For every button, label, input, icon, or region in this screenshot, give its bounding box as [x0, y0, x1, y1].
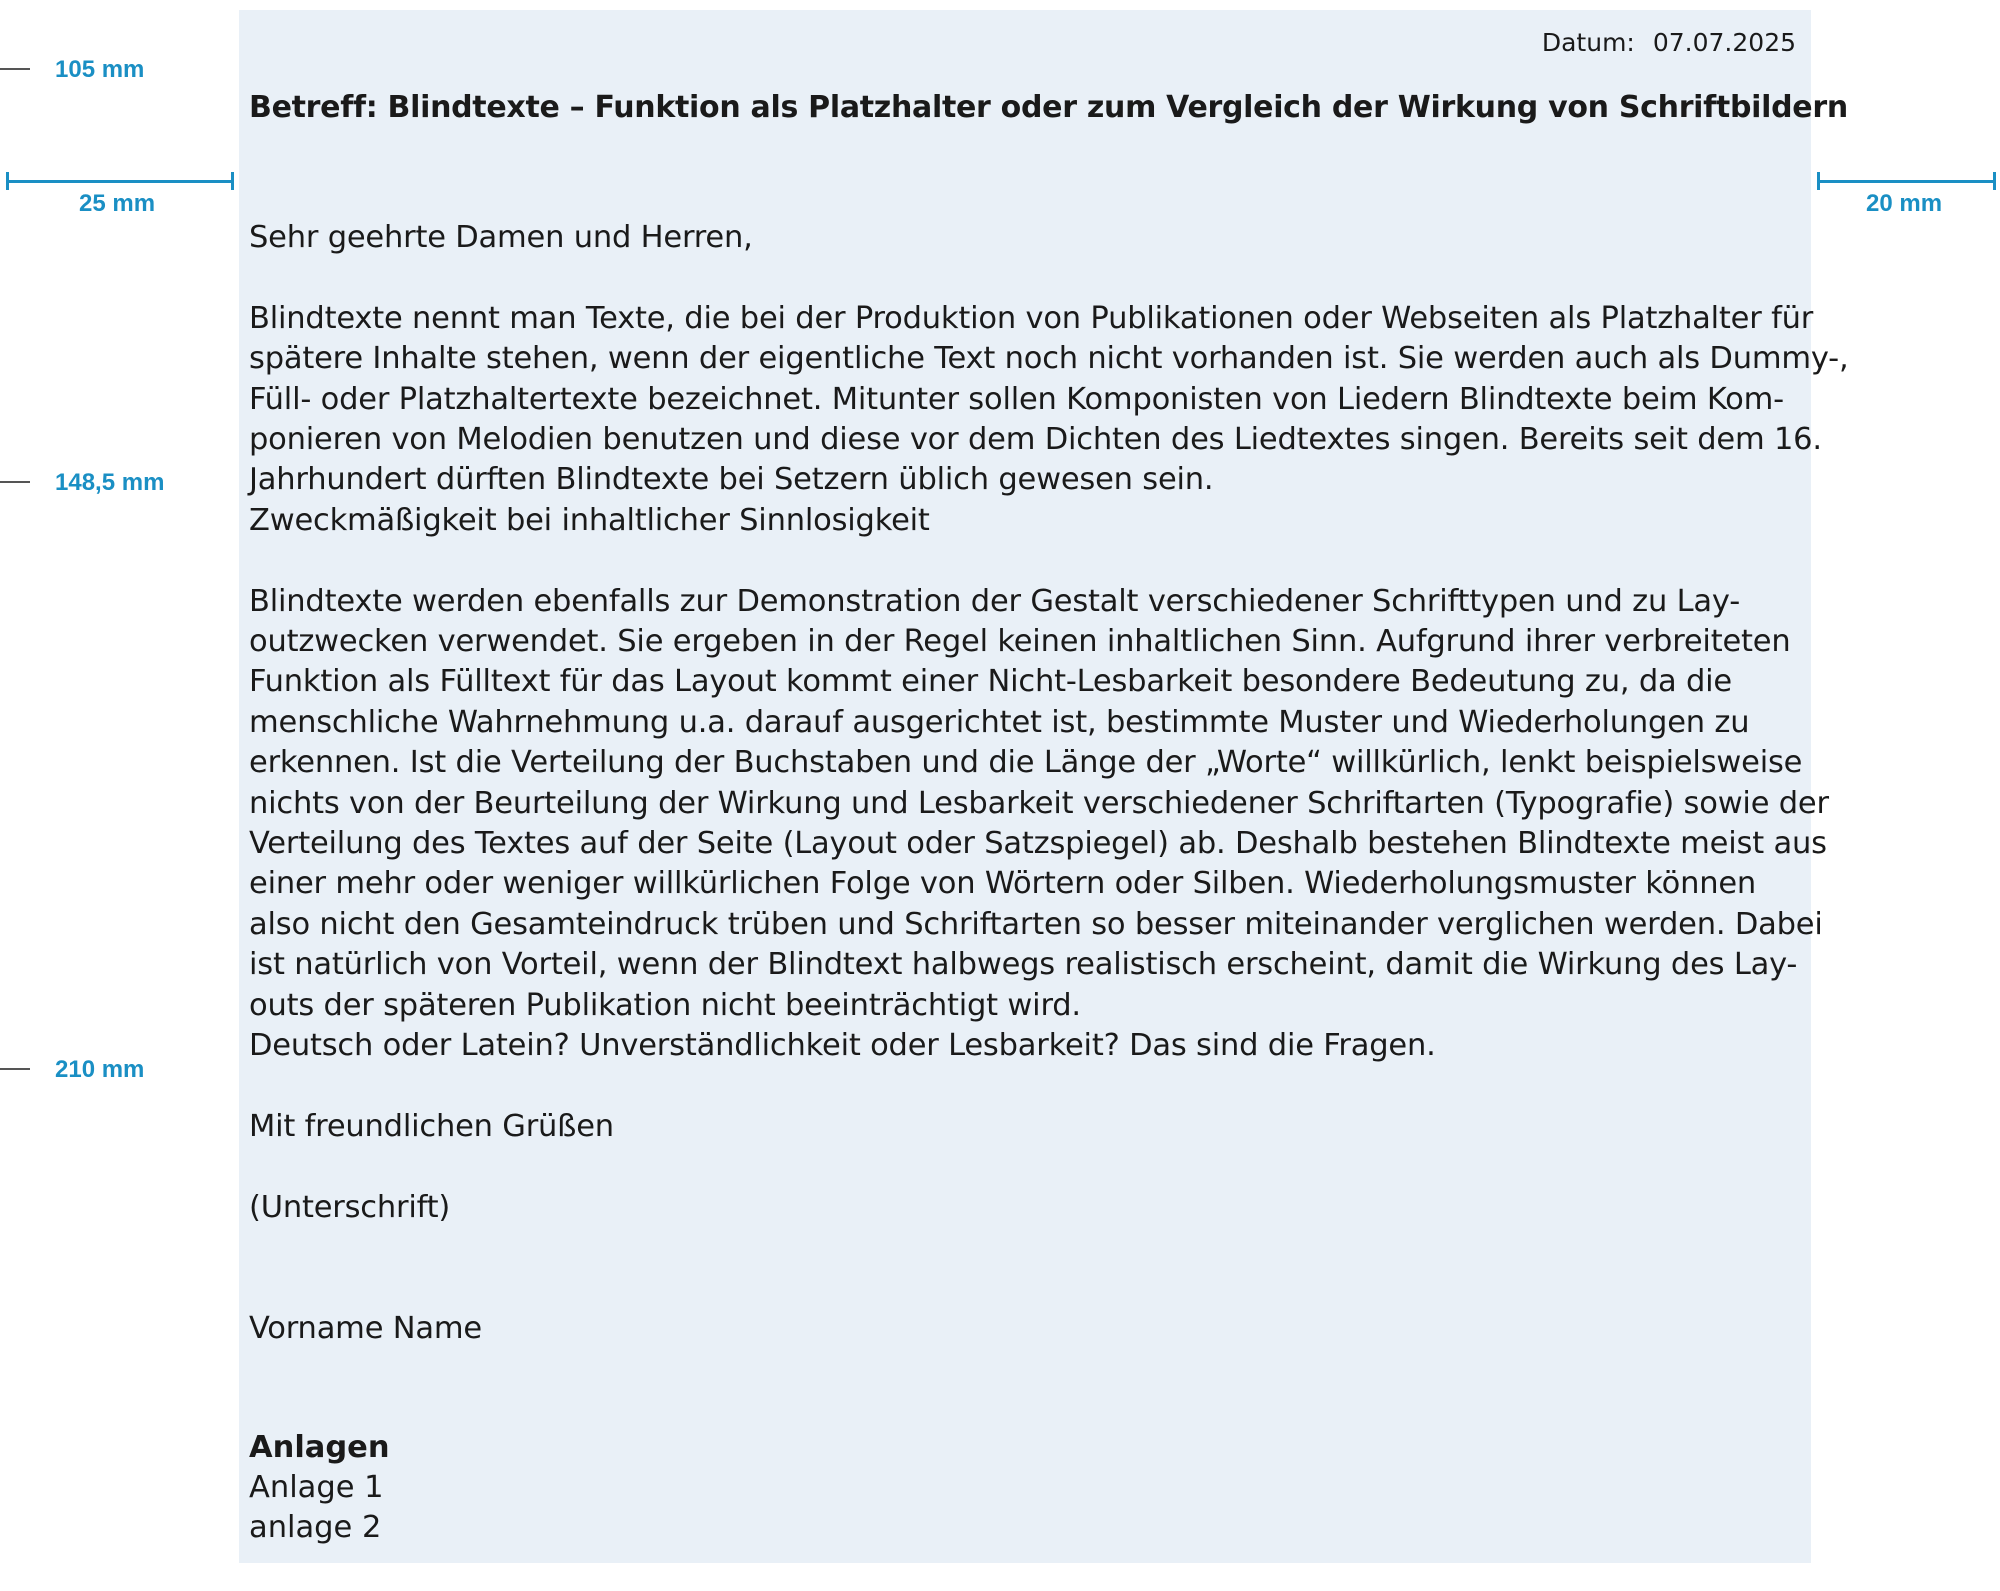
paragraph-1 [249, 299, 1849, 541]
mid-mark-label: 148,5 mm [55, 469, 165, 496]
paragraph-line: Verteilung des Textes auf der Seite (Layout oder Satzspiegel) ab. Deshalb bestehen Blindtexte meist aus [249, 826, 1827, 862]
right-margin-rule-cap-left [1817, 172, 1820, 190]
left-margin-rule-cap-left [6, 172, 9, 190]
paragraph-2 [249, 582, 1829, 1067]
spacer [249, 1067, 1789, 1107]
top-mark-label: 105 mm [55, 56, 145, 83]
paragraph-line: Blindtexte werden ebenfalls zur Demonstration der Gestalt verschiedener Schrifttypen und zu Lay- [249, 583, 1740, 619]
date-label: Datum: [1541, 28, 1635, 57]
spacer [249, 1268, 1789, 1308]
paragraph-line: einer mehr oder weniger willkürlichen Folge von Wörtern oder Silben. Wiederholungsmuster können [249, 866, 1757, 902]
left-margin-rule [6, 180, 234, 183]
closing: Mit freundlichen Grüßen [249, 1108, 614, 1144]
date-line [1542, 28, 1796, 57]
letter-page [239, 10, 1849, 1563]
paragraph-line: Blindtexte nennt man Texte, die bei der Produktion von Publikationen oder Webseiten als Platzhalter für [249, 300, 1814, 336]
mid-mark-tick [0, 481, 30, 483]
paragraph-line: Deutsch oder Latein? Unverständlichkeit oder Lesbarkeit? Das sind die Fragen. [249, 1028, 1436, 1064]
salutation: Sehr geehrte Damen und Herren, [249, 220, 753, 255]
attachment-item: Anlage 1 [249, 1470, 384, 1505]
right-margin-rule-cap-right [1993, 172, 1996, 190]
spacer [249, 258, 1789, 298]
paragraph-line: nichts von der Beurteilung der Wirkung und Lesbarkeit verschiedener Schriftarten (Typografie) sowie der [249, 785, 1829, 821]
paragraph-line: outzwecken verwendet. Sie ergeben in der Regel keinen inhaltlichen Sinn. Aufgrund ihrer verbreiteten [249, 624, 1791, 660]
paragraph-line: Füll- oder Platzhaltertexte bezeichnet. Mitunter sollen Komponisten von Liedern Blindtexte beim Kom- [249, 381, 1784, 417]
paragraph-line: Zweckmäßigkeit bei inhaltlicher Sinnlosigkeit [249, 502, 930, 538]
paragraph-line: Jahrhundert dürften Blindtexte bei Setzern üblich gewesen sein. [249, 462, 1214, 498]
left-margin-label: 25 mm [79, 190, 156, 217]
lower-mark-tick [0, 1068, 30, 1070]
date-value: 07.07.2025 [1652, 28, 1796, 57]
left-margin-rule-cap-right [231, 172, 234, 190]
signature-placeholder: (Unterschrift) [249, 1189, 451, 1225]
paragraph-line: Funktion als Fülltext für das Layout kommt einer Nicht-Lesbarkeit besondere Bedeutung zu, da die [249, 664, 1732, 700]
lower-mark-label: 210 mm [55, 1056, 145, 1083]
spacer [249, 541, 1789, 581]
paragraph-line: outs der späteren Publikation nicht beeinträchtigt wird. [249, 987, 1081, 1023]
paragraph-line: ponieren von Melodien benutzen und diese vor dem Dichten des Liedtextes singen. Bereits seit dem 16. [249, 422, 1822, 458]
attachments [249, 1428, 390, 1548]
letter-body [249, 218, 1849, 1349]
signer-name: Vorname Name [249, 1310, 482, 1346]
top-mark-tick [0, 68, 30, 70]
paragraph-line: ist natürlich von Vorteil, wenn der Blindtext halbwegs realistisch erscheint, damit die Wirkung des Lay- [249, 947, 1798, 983]
attachments-heading: Anlagen [249, 1430, 390, 1465]
paragraph-line: menschliche Wahrnehmung u.a. darauf ausgerichtet ist, bestimmte Muster und Wiederholungen zu [249, 704, 1750, 740]
paragraph-line: spätere Inhalte stehen, wenn der eigentliche Text noch nicht vorhanden ist. Sie werden auch als Dummy-, [249, 341, 1849, 377]
subject-line: Betreff: Blindtexte – Funktion als Platzhalter oder zum Vergleich der Wirkung von Schriftbildern [249, 90, 1848, 125]
spacer [249, 1147, 1789, 1187]
paragraph-line: also nicht den Gesamteindruck trüben und Schriftarten so besser miteinander verglichen werden. Dabei [249, 906, 1823, 942]
spacer [249, 1228, 1789, 1268]
attachment-item: anlage 2 [249, 1510, 382, 1545]
paragraph-line: erkennen. Ist die Verteilung der Buchstaben und die Länge der „Worte“ willkürlich, lenkt beispielsweise [249, 745, 1803, 781]
right-margin-label: 20 mm [1866, 190, 1943, 217]
right-margin-rule [1817, 180, 1996, 183]
